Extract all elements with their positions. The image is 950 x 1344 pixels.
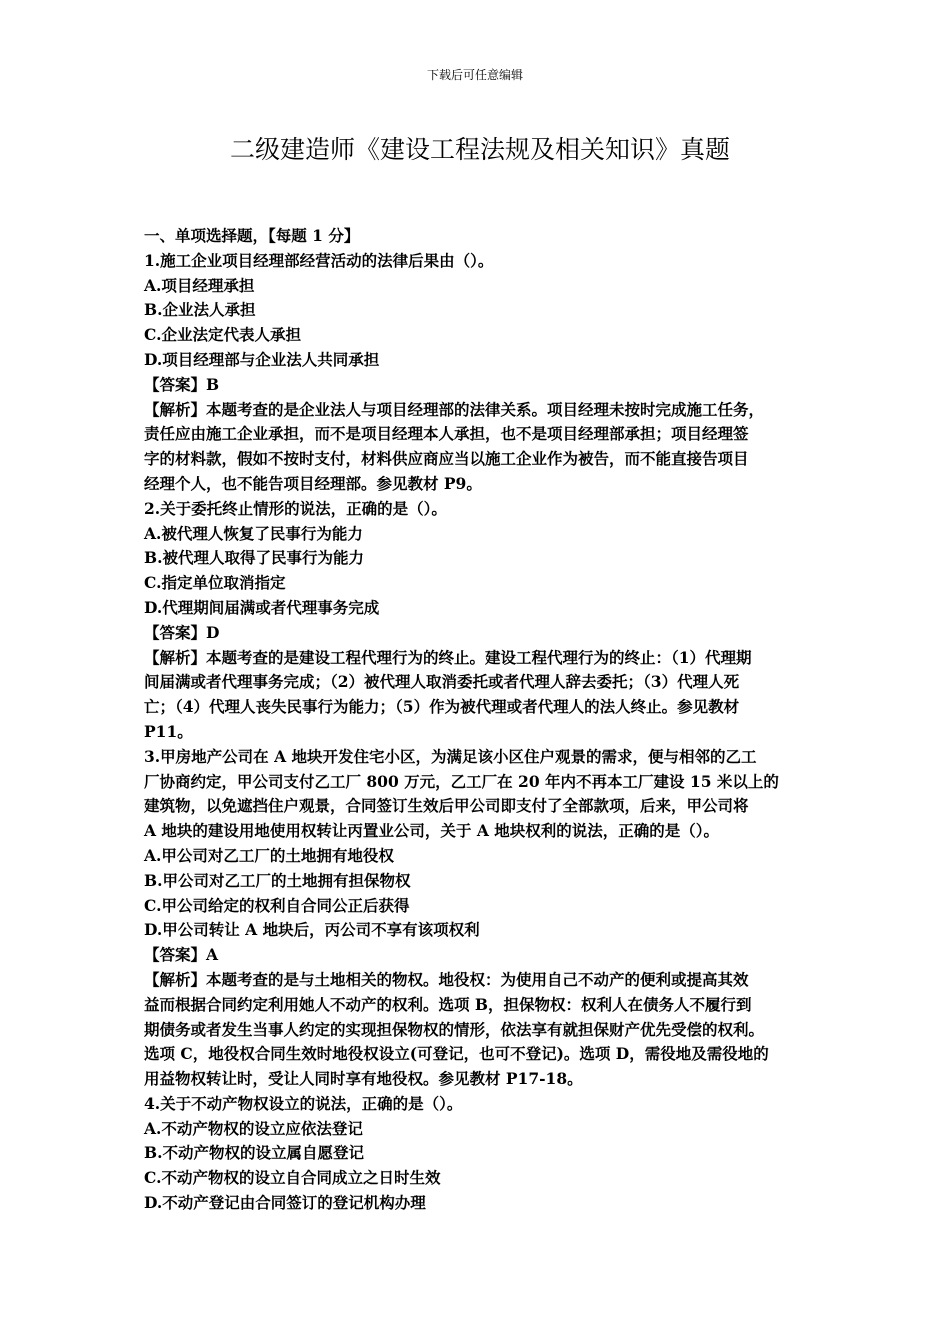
question-2-option-b: B.被代理人取得了民事行为能力	[144, 548, 364, 568]
question-3-analysis: 【解析】本题考查的是与土地相关的物权。地役权：为使用自己不动产的便利或提高其效	[144, 969, 749, 989]
question-2-analysis: P11。	[144, 721, 193, 741]
question-2-answer: 【答案】D	[144, 622, 220, 642]
question-4-option-d: D.不动产登记由合同签订的登记机构办理	[144, 1193, 426, 1213]
question-3-analysis: 用益物权转让时，受让人同时享有地役权。参见教材 P17-18。	[144, 1069, 583, 1089]
question-3-analysis: 选项 C，地役权合同生效时地役权设立(可登记，也可不登记)。选项 D，需役地及需役地的	[144, 1044, 769, 1064]
question-3-stem: A 地块的建设用地使用权转让丙置业公司，关于 A 地块权利的说法，正确的是（）。	[144, 821, 719, 841]
question-3-option-d: D.甲公司转让 A 地块后，丙公司不享有该项权利	[144, 920, 480, 940]
section-heading: 一、单项选择题，【每题 1 分】	[144, 226, 360, 245]
question-3-option-c: C.甲公司给定的权利自合同公正后获得	[144, 895, 410, 915]
question-2-analysis: 【解析】本题考查的是建设工程代理行为的终止。建设工程代理行为的终止：（1）代理期	[144, 647, 752, 667]
document-title: 二级建造师《建设工程法规及相关知识》真题	[229, 135, 730, 164]
question-1-analysis: 【解析】本题考查的是企业法人与项目经理部的法律关系。项目经理未按时完成施工任务，	[144, 399, 765, 419]
question-1-analysis: 经理个人，也不能告项目经理部。参见教材 P9。	[144, 473, 482, 493]
question-1-option-b: B.企业法人承担	[144, 300, 256, 320]
header-note: 下载后可任意编辑	[426, 68, 523, 82]
question-1-option-d: D.项目经理部与企业法人共同承担	[144, 349, 380, 369]
question-4-option-a: A.不动产物权的设立应依法登记	[144, 1118, 363, 1138]
question-3-answer: 【答案】A	[144, 945, 219, 965]
question-3-stem: 建筑物，以免遮挡住户观景，合同签订生效后甲公司即支付了全部款项，后来，甲公司将	[144, 796, 749, 816]
question-2-analysis: 间届满或者代理事务完成；（2）被代理人取消委托或者代理人辞去委托；（3）代理人死	[144, 672, 740, 692]
document-body	[144, 224, 812, 1216]
question-1-option-c: C.企业法定代表人承担	[144, 325, 301, 345]
question-3-option-b: B.甲公司对乙工厂的土地拥有担保物权	[144, 870, 411, 890]
question-4-option-b: B.不动产物权的设立属自愿登记	[144, 1143, 364, 1163]
question-3-option-a: A.甲公司对乙工厂的土地拥有地役权	[144, 845, 394, 865]
question-1-analysis: 责任应由施工企业承担，而不是项目经理本人承担，也不是项目经理部承担；项目经理签	[144, 424, 749, 444]
question-1-stem: 1.施工企业项目经理部经营活动的法律后果由（）。	[144, 250, 494, 270]
question-3-analysis: 期债务或者发生当事人约定的实现担保物权的情形，依法享有就担保财产优先受偿的权利。	[144, 1019, 765, 1039]
question-2-stem: 2.关于委托终止情形的说法，正确的是（）。	[144, 498, 447, 518]
question-2-option-d: D.代理期间届满或者代理事务完成	[144, 597, 380, 617]
question-2-option-a: A.被代理人恢复了民事行为能力	[144, 523, 363, 543]
question-3-stem: 厂协商约定，甲公司支付乙工厂 800 万元，乙工厂在 20 年内不再本工厂建设 15 米以上的	[144, 771, 779, 791]
question-2-analysis: 亡；（4）代理人丧失民事行为能力；（5）作为被代理或者代理人的法人终止。参见教材	[144, 697, 740, 717]
question-1-answer: 【答案】B	[144, 374, 220, 394]
question-2-option-c: C.指定单位取消指定	[144, 573, 286, 593]
question-1-analysis: 字的材料款，假如不按时支付，材料供应商应当以施工企业作为被告，而不能直接告项目	[144, 449, 749, 469]
question-1-option-a: A.项目经理承担	[144, 275, 255, 295]
question-3-stem: 3.甲房地产公司在 A 地块开发住宅小区，为满足该小区住户观景的需求，便与相邻的乙工	[144, 746, 757, 766]
question-4-stem: 4.关于不动产物权设立的说法，正确的是（）。	[144, 1093, 463, 1113]
question-3-analysis: 益而根据合同约定利用她人不动产的权利。选项 B，担保物权：权利人在债务人不履行到	[144, 994, 752, 1014]
question-4-option-c: C.不动产物权的设立自合同成立之日时生效	[144, 1168, 441, 1188]
